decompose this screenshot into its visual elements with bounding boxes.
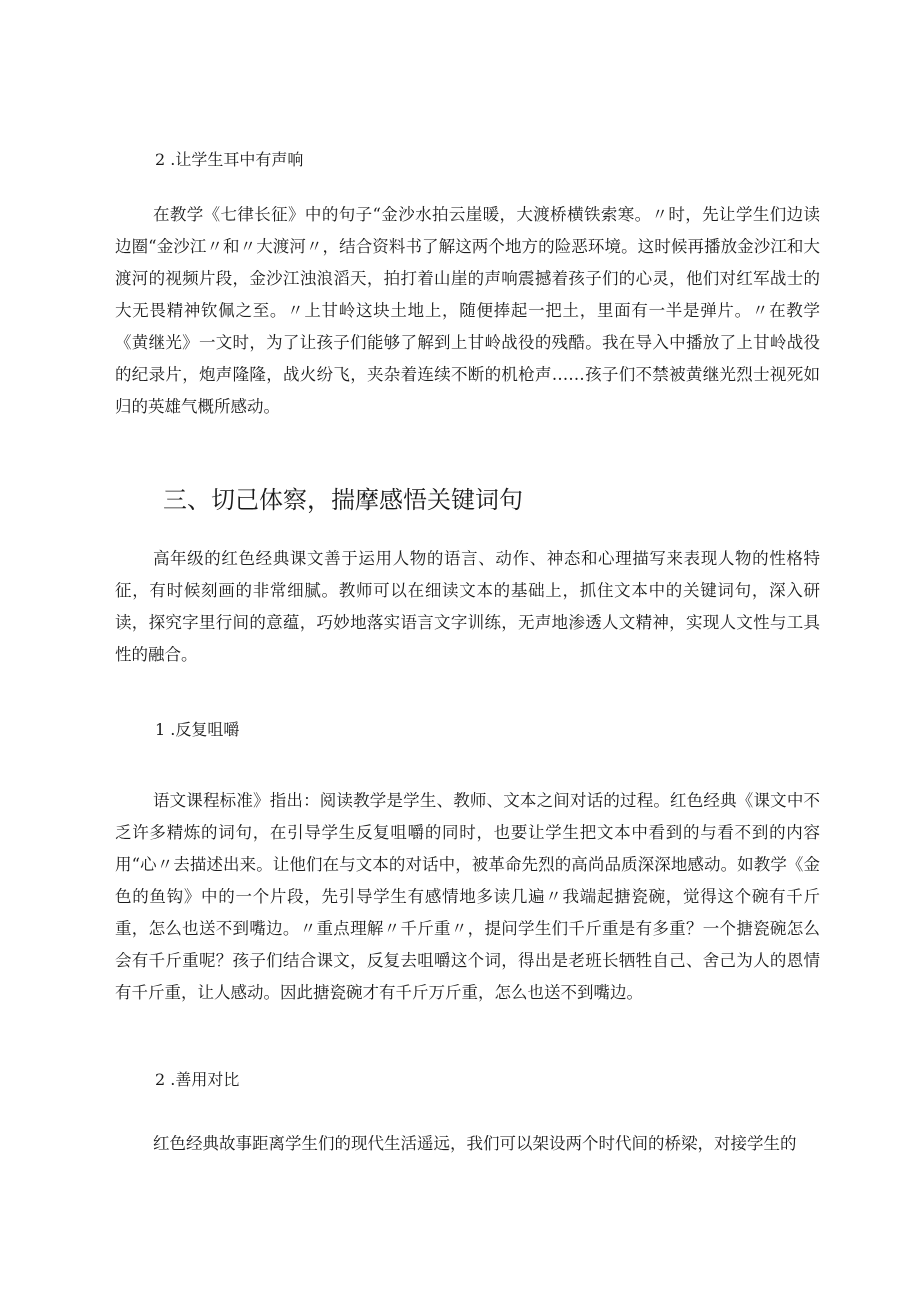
- paragraph-sound: 在教学《七律长征》中的句子“金沙水拍云崖暖，大渡桥横铁索寒。〃时，先让学生们边读边圈“金沙江〃和〃大渡河〃，结合资料书了解这两个地方的险恶环境。这时候再播放金沙江和大渡河的视频片段，金沙江浊浪滔天，拍打着山崖的声响震撼着孩子们的心灵，他们对红军战士的大无畏精神钦佩之至。〃上甘岭这块土地上，随便捧起一把土，里面有一半是弹片。〃在教学《黄继光》一文时，为了让孩子们能够了解到上甘岭战役的残酷。我在导入中播放了上甘岭战役的纪录片，炮声隆隆，战火纷飞，夹杂着连续不断的机枪声……孩子们不禁被黄继光烈士视死如归的英雄气概所感动。: [115, 205, 820, 416]
- subsection-title-chewing: 1 .反复咀嚼: [155, 720, 240, 739]
- paragraph-chewing: 语文课程标准》指出：阅读教学是学生、教师、文本之间对话的过程。红色经典《课文中不乏许多精炼的词句，在引导学生反复咀嚼的同时，也要让学生把文本中看到的与看不到的内容用“心〃去描述出来。让他们在与文本的对话中，被革命先烈的高尚品质深深地感动。如教学《金色的鱼钩》中的一个片段，先引导学生有感情地多读几遍〃我端起搪瓷碗，觉得这个碗有千斤重，怎么也送不到嘴边。〃重点理解〃千斤重〃，提问学生们千斤重是有多重？一个搪瓷碗怎么会有千斤重呢？孩子们结合课文，反复去咀嚼这个词，得出是老班长牺牲自己、舍己为人的恩情有千斤重，让人感动。因此搪瓷碗才有千斤万斤重，怎么也送不到嘴边。: [115, 791, 820, 1002]
- paragraph-contrast: 红色经典故事距离学生们的现代生活遥远，我们可以架设两个时代间的桥梁，对接学生的: [152, 1134, 797, 1153]
- subsection-title-contrast: 2 .善用对比: [155, 1070, 240, 1089]
- paragraph-section-intro: 高年级的红色经典课文善于运用人物的语言、动作、神态和心理描写来表现人物的性格特征，有时候刻画的非常细腻。教师可以在细读文本的基础上，抓住文本中的关键词句，深入研读，探究字里行间的意蕴，巧妙地落实语言文字训练，无声地渗透人文精神，实现人文性与工具性的融合。: [115, 549, 820, 664]
- section-heading-three: 三、切己体察，揣摩感悟关键词句: [163, 486, 523, 514]
- subsection-title-sound: 2 .让学生耳中有声响: [155, 150, 304, 169]
